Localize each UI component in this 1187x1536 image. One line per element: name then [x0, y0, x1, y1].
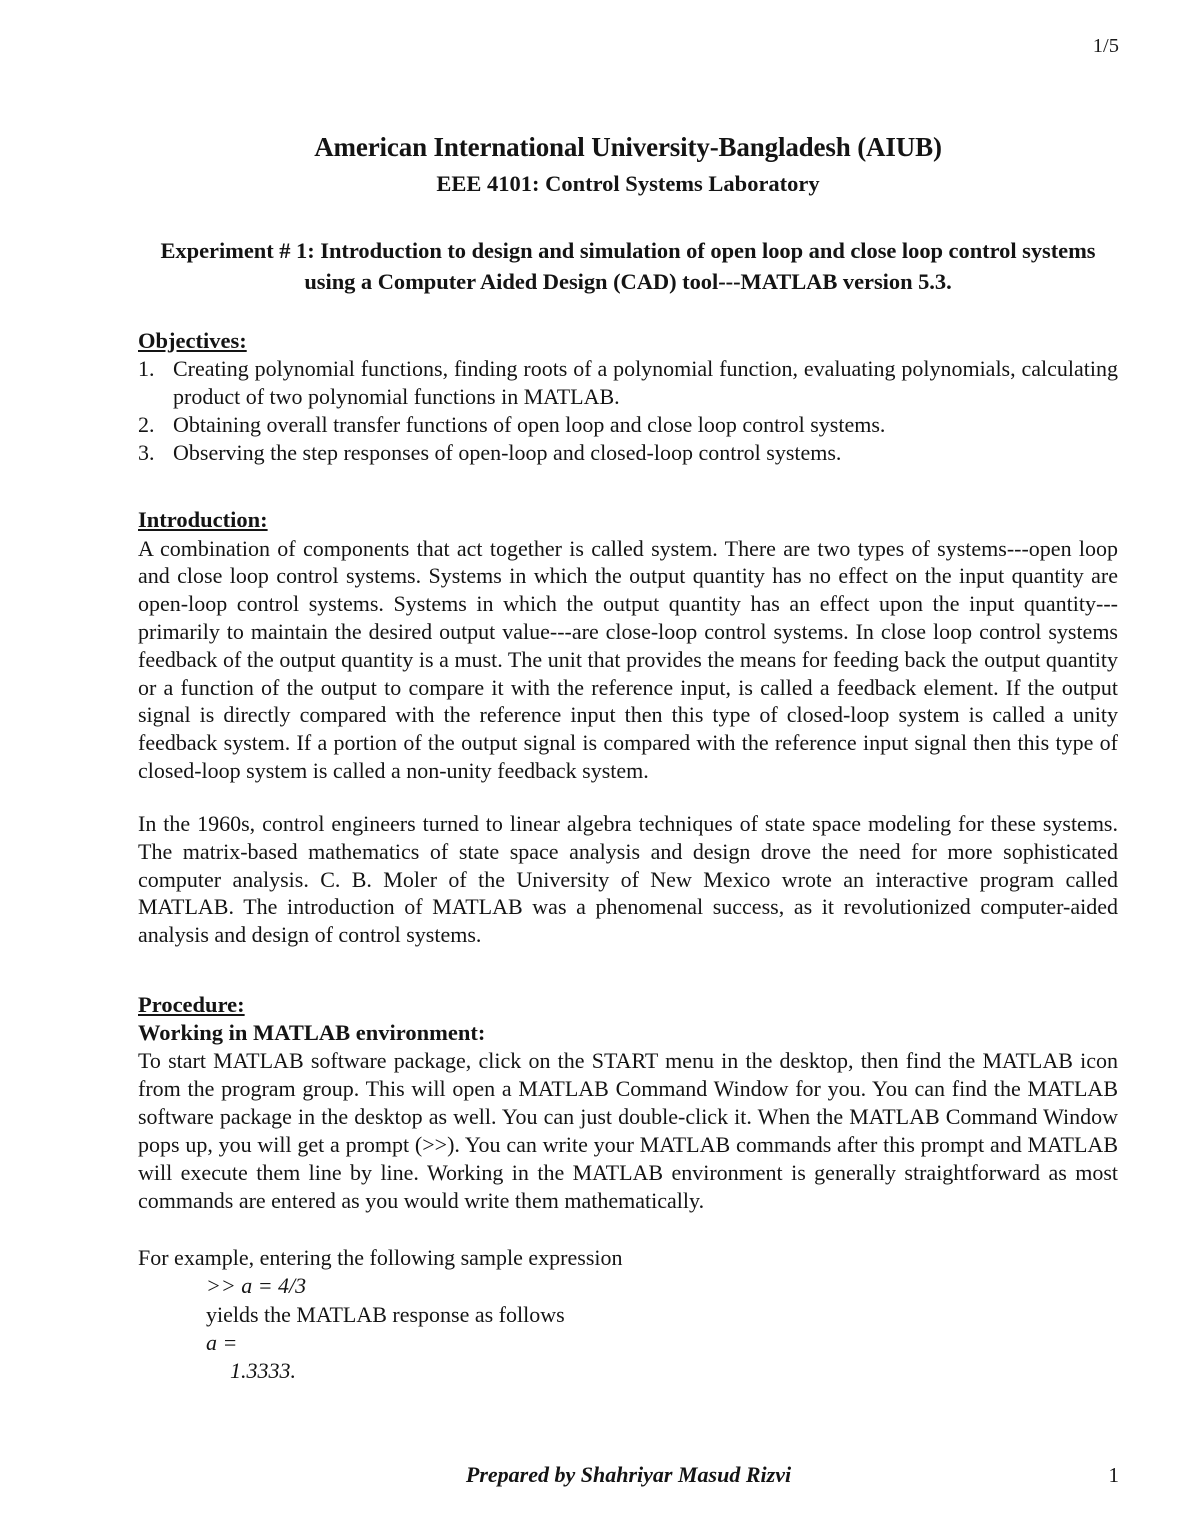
- footer-page-number: 1: [1108, 1463, 1119, 1487]
- matlab-command-line: >> a = 4/3: [206, 1273, 307, 1299]
- example-intro-text: For example, entering the following sample expression: [138, 1245, 623, 1271]
- objective-text: Obtaining overall transfer functions of open loop and close loop control systems.: [173, 411, 886, 437]
- page-footer: [138, 1464, 1119, 1494]
- objectives-heading: Objectives:: [138, 327, 247, 353]
- introduction-paragraph-1: A combination of components that act together is called system. There are two types of systems---open loop and close loop control systems. Systems in which the output quantity has no effect on the input quantity are open-loop control systems. Systems in which the output quantity has an effect upon the input quantity---primarily to maintain the desired output value---are close-loop control systems. In close loop control systems feedback of the output quantity is a must. The unit that provides the means for feeding back the output quantity or a function of the output to compare it with the reference input, is called a feedback element. If the output signal is directly compared with the reference input then this type of closed-loop system is called a unity feedback system. If a portion of the output signal is compared with the reference input signal then this type of closed-loop system is called a non-unity feedback system.: [138, 535, 1118, 784]
- objective-item: [138, 439, 1118, 467]
- procedure-paragraph: To start MATLAB software package, click on the START menu in the desktop, then find the MATLAB icon from the program group. This will open a MATLAB Command Window for you. You can find the MATLAB software package in the desktop as well. You can just double-click it. When the MATLAB Command Window pops up, you will get a prompt (>>). You can write your MATLAB commands after this prompt and MATLAB will execute them line by line. Working in the MATLAB environment is generally straightforward as most commands are entered as you would write them mathematically.: [138, 1048, 1118, 1213]
- introduction-heading: Introduction:: [138, 507, 268, 533]
- experiment-title-line-2: using a Computer Aided Design (CAD) tool---MATLAB version 5.3.: [304, 268, 952, 294]
- objective-item: [138, 411, 1118, 439]
- institution-title: American International University-Bangladesh (AIUB): [314, 132, 942, 162]
- document-content: [138, 132, 1118, 1386]
- example-section: [138, 1244, 1118, 1385]
- procedure-heading: Procedure:: [138, 992, 245, 1018]
- experiment-title: [138, 235, 1118, 297]
- running-header-page-indicator: 1/5: [1092, 35, 1119, 57]
- objectives-list: [138, 355, 1118, 466]
- introduction-section: [138, 506, 1118, 949]
- objective-number: 1.: [138, 356, 155, 382]
- objective-text: Creating polynomial functions, finding roots of a polynomial function, evaluating polynomials, calculating product of two polynomial functions in MATLAB.: [173, 356, 1118, 409]
- objectives-section: [138, 327, 1118, 466]
- matlab-response-value: 1.3333.: [230, 1358, 296, 1384]
- objective-number: 2.: [138, 411, 155, 437]
- matlab-response-variable: a =: [206, 1329, 238, 1355]
- introduction-paragraph-2: In the 1960s, control engineers turned to linear algebra techniques of state space modeling for these systems. The matrix-based mathematics of state space analysis and design drove the need for more sophisticated computer analysis. C. B. Moler of the University of New Mexico wrote an interactive program called MATLAB. The introduction of MATLAB was a phenomenal success, as it revolutionized computer-aided analysis and design of control systems.: [138, 810, 1118, 948]
- matlab-code-block: [138, 1272, 1118, 1386]
- objective-item: [138, 355, 1118, 411]
- experiment-title-line-1: Experiment # 1: Introduction to design and simulation of open loop and close loop control systems: [160, 237, 1096, 263]
- procedure-subheading: Working in MATLAB environment:: [138, 1020, 486, 1046]
- objective-text: Observing the step responses of open-loop and closed-loop control systems.: [173, 439, 842, 465]
- matlab-yields-text: yields the MATLAB response as follows: [206, 1301, 565, 1327]
- footer-credit: Prepared by Shahriyar Masud Rizvi: [465, 1462, 792, 1487]
- procedure-section: [138, 991, 1118, 1214]
- objective-number: 3.: [138, 439, 155, 465]
- course-subtitle: EEE 4101: Control Systems Laboratory: [436, 170, 820, 196]
